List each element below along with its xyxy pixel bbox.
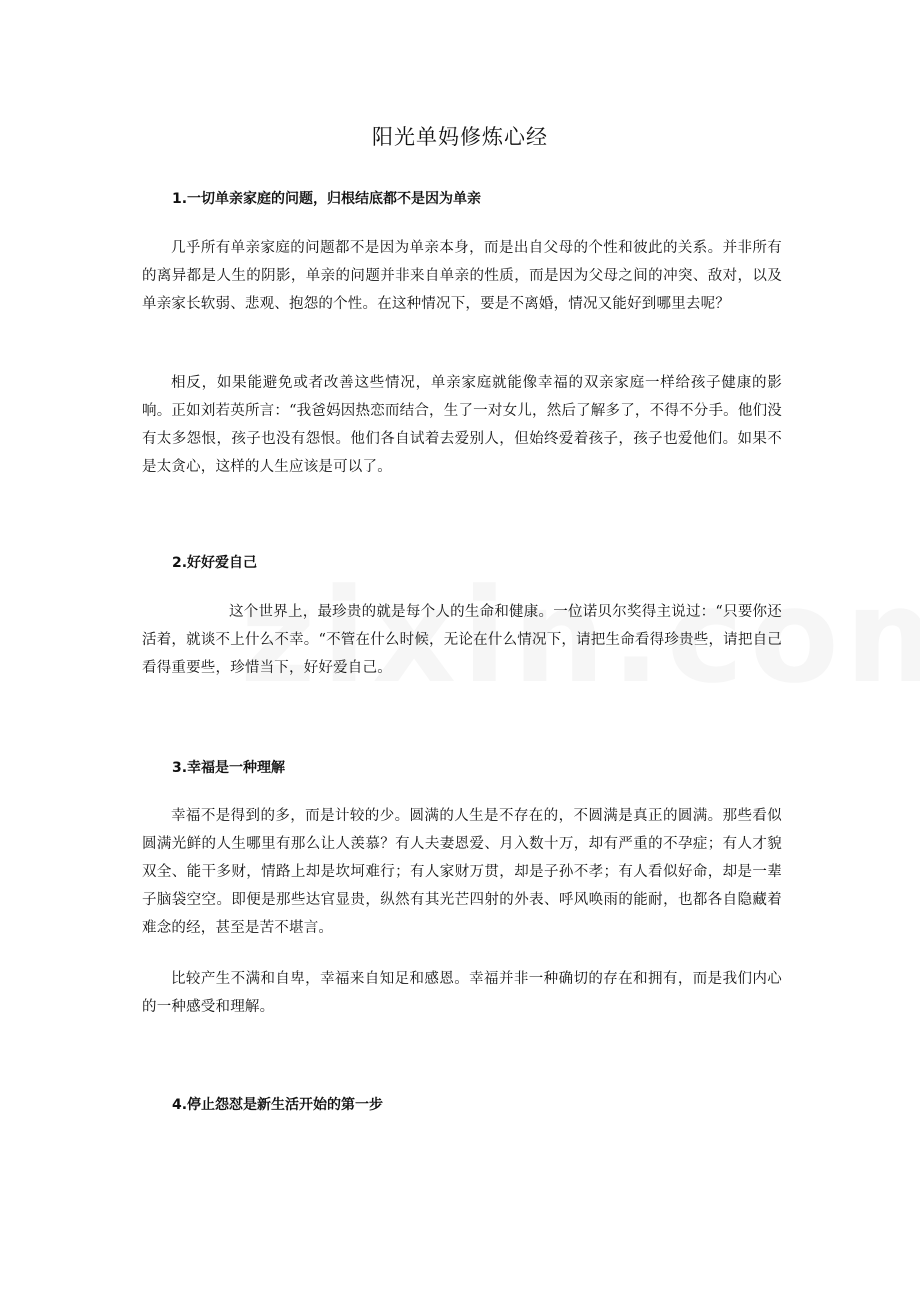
section-4-heading: 4.停止怨怼是新生活开始的第一步: [172, 1097, 384, 1113]
section-2-heading: 2.好好爱自己: [172, 555, 258, 571]
section-1-paragraph-2: 相反，如果能避免或者改善这些情况，单亲家庭就能像幸福的双亲家庭一样给孩子健康的影响。正如刘若英所言：“我爸妈因热恋而结合，生了一对女儿，然后了解多了，不得不分手。他们没有太多怨恨，孩子也没有怨恨。他们各自试着去爱别人，但始终爱着孩子，孩子也爱他们。如果不是太贪心，这样的人生应该是可以了。: [142, 375, 782, 475]
section-1-paragraph-1: 几乎所有单亲家庭的问题都不是因为单亲本身，而是出自父母的个性和彼此的关系。并非所有的离异都是人生的阴影，单亲的问题并非来自单亲的性质，而是因为父母之间的冲突、敌对，以及单亲家长软弱、悲观、抱怨的个性。在这种情况下，要是不离婚，情况又能好到哪里去呢？: [142, 240, 782, 312]
document-title: 阳光单妈修炼心经: [372, 125, 548, 149]
section-1-heading: 1.一切单亲家庭的问题，归根结底都不是因为单亲: [172, 191, 482, 207]
section-3-heading: 3.幸福是一种理解: [172, 760, 286, 776]
section-3-paragraph-1: 幸福不是得到的多，而是计较的少。圆满的人生是不存在的，不圆满是真正的圆满。那些看似圆满光鲜的人生哪里有那么让人羡慕？有人夫妻恩爱、月入数十万，却有严重的不孕症；有人才貌双全、能干多财，情路上却是坎坷难行；有人家财万贯，却是子孙不孝；有人看似好命，却是一辈子脑袋空空。即便是那些达官显贵，纵然有其光芒四射的外表、呼风唤雨的能耐，也都各自隐藏着难念的经，甚至是苦不堪言。: [142, 808, 782, 936]
section-3-paragraph-2: 比较产生不满和自卑，幸福来自知足和感恩。幸福并非一种确切的存在和拥有，而是我们内心的一种感受和理解。: [142, 971, 782, 1015]
section-2-paragraph-1: 这个世界上，最珍贵的就是每个人的生命和健康。一位诺贝尔奖得主说过：“只要你还活着，就谈不上什么不幸。“不管在什么时候，无论在什么情况下，请把生命看得珍贵些，请把自己看得重要些，珍惜当下，好好爱自己。: [142, 604, 782, 676]
